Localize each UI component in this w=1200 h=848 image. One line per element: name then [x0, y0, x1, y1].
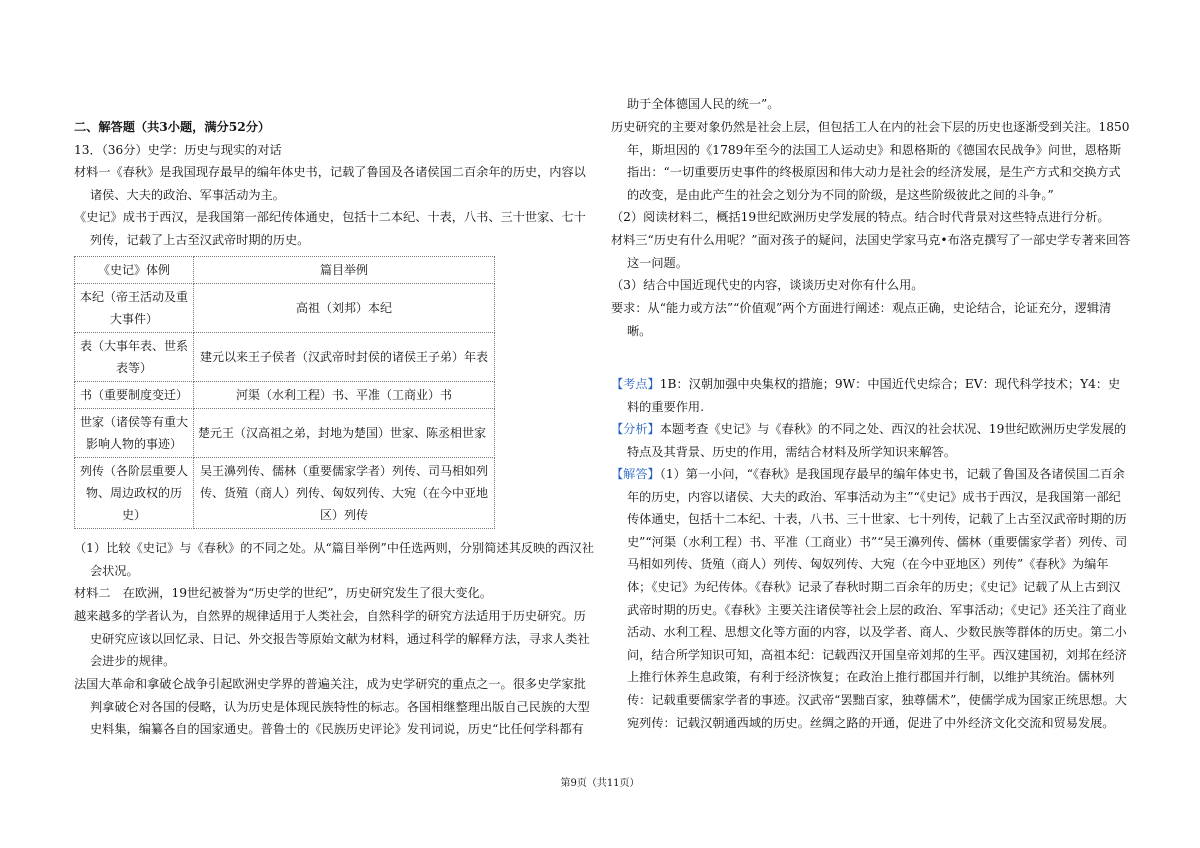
knowledge-points-label: 【考点】 — [611, 377, 660, 391]
table-cell: 高祖（刘邦）本纪 — [194, 284, 495, 333]
question-1: （1）比较《史记》与《春秋》的不同之处。从“篇目举例”中任选两则，分别简述其反映的西汉社会状况。 — [74, 541, 594, 578]
question-13-intro: 13．（36分）史学：历史与现实的对话 — [74, 143, 282, 157]
material-2-paragraph-1: 越来越多的学者认为，自然界的规律适用于人类社会，自然科学的研究方法适用于历史研究。历史研究应该以回忆录、日记、外交报告等原始文献为材料，通过科学的解释方法，寻求人类社会进步的规律。 — [74, 609, 590, 669]
table-cell: 书（重要制度变迁） — [75, 382, 194, 409]
material-2-intro: 材料二 在欧洲，19世纪被誉为“历史学的世纪”，历史研究发生了很大变化。 — [74, 586, 492, 600]
material-2-paragraph-3: 历史研究的主要对象仍然是社会上层，但包括工人在内的社会下层的历史也逐渐受到关注。1850年，斯坦因的《1789年至今的法国工人运动史》和恩格斯的《德国农民战争》问世，恩格斯指出：“一切重要历史事件的终极原因和伟大动力是社会的经济发展，是生产方式和交换方式的改变，是由此产生的社会之划分为不同的阶级，是这些阶级彼此之间的斗争。” — [611, 120, 1130, 202]
section-title: 二、解答题（共3小题，满分52分） — [74, 120, 271, 134]
analysis-text: 本题考查《史记》与《春秋》的不同之处、西汉的社会状况、19世纪欧洲历史学发展的特点及其背景、历史的作用，需结合材料及所学知识来解答。 — [627, 422, 1127, 459]
table-cell: 吴王濞列传、儒林（重要儒家学者）列传、司马相如列传、货殖（商人）列传、匈奴列传、大宛（在今中亚地区）列传 — [194, 458, 495, 529]
table-cell: 表（大事年表、世系表等） — [75, 333, 194, 382]
table-cell: 本纪（帝王活动及重大事件） — [75, 284, 194, 333]
analysis-label: 【分析】 — [611, 422, 660, 436]
table-row — [75, 409, 495, 458]
table-header-row — [75, 257, 495, 284]
table-cell: 世家（诸侯等有重大影响人物的事迹） — [75, 409, 194, 458]
question-3: （3）结合中国近现代史的内容，谈谈历史对你有什么用。 — [611, 278, 924, 292]
answer-requirements: 要求：从“能力或方法”“价值观”两个方面进行阐述：观点正确，史论结合，论证充分，逻辑清晰。 — [611, 301, 1112, 338]
material-3: 材料三“历史有什么用呢？”面对孩子的疑问，法国史学家马克•布洛克撰写了一部史学专著来回答这一问题。 — [611, 233, 1131, 270]
table-row — [75, 284, 495, 333]
table-cell: 河渠（水利工程）书、平准（工商业）书 — [194, 382, 495, 409]
question-2: （2）阅读材料二，概括19世纪欧洲历史学发展的特点。结合时代背景对这些特点进行分析。 — [611, 210, 1110, 224]
material-1-paragraph: 材料一《春秋》是我国现存最早的编年体史书，记载了鲁国及各诸侯国二百余年的历史，内容以诸侯、大夫的政治、军事活动为主。 — [74, 165, 586, 202]
table-cell: 楚元王（汉高祖之弟，封地为楚国）世家、陈丞相世家 — [194, 409, 495, 458]
table-cell: 建元以来王子侯者（汉武帝时封侯的诸侯王子弟）年表 — [194, 333, 495, 382]
table-row — [75, 458, 495, 529]
solution — [611, 463, 1131, 734]
table-header-cell: 篇目举例 — [194, 257, 495, 284]
table-row — [75, 382, 495, 409]
solution-label: 【解答】 — [611, 467, 660, 481]
table-row — [75, 333, 495, 382]
material-2-paragraph-2: 法国大革命和拿破仑战争引起欧洲史学界的普遍关注，成为史学研究的重点之一。很多史学家批判拿破仑对各国的侵略，认为历史是体现民族特性的标志。各国相继整理出版自己民族的大型史料集，编纂各自的国家通史。普鲁士的《民族历史评论》发刊词说，历史“比任何学科都有 — [74, 677, 590, 737]
table-header-cell: 《史记》体例 — [75, 257, 194, 284]
solution-text: （1）第一小问，“《春秋》是我国现存最早的编年体史书，记载了鲁国及各诸侯国二百余年的历史，内容以诸侯、大夫的政治、军事活动为主”“《史记》成书于西汉，是我国第一部纪传体通史，包括十二本纪、十表，八书、三十世家、七十列传，记载了上古至汉武帝时期的历史”“河渠（水利工程）书、平准（工商业）书”“吴王濞列传、儒林（重要儒家学者）列传、司马相如列传、货殖（商人）列传、匈奴列传、大宛（在今中亚地区）列传”《春秋》为编年体；《史记》为纪传体。《春秋》记录了春秋时期二百余年的历史；《史记》记载了从上古到汉武帝时期的历史。《春秋》主要关注诸侯等社会上层的政治、军事活动；《史记》还关注了商业活动、水利工程、思想文化等方面的内容，以及学者、商人、少数民族等群体的历史。第二小问，结合所学知识可知，高祖本纪：记载西汉开国皇帝刘邦的生平。西汉建国初，刘邦在经济上推行休养生息政策，有利于经济恢复；在政治上推行郡国并行制，以维护其统治。儒林列传：记载重要儒家学者的事迹。汉武帝“罢黜百家，独尊儒术”，使儒学成为国家正统思想。大宛列传：记载汉朝通西域的历史。丝绸之路的开通，促进了中外经济文化交流和贸易发展。 — [627, 467, 1128, 730]
material-1-shiji-paragraph: 《史记》成书于西汉，是我国第一部纪传体通史，包括十二本纪、十表，八书、三十世家、七十列传，记载了上古至汉武帝时期的历史。 — [74, 210, 586, 247]
page-footer: 第9页（共11页） — [560, 778, 640, 789]
knowledge-points-text: 1B：汉朝加强中央集权的措施；9W：中国近代史综合；EV：现代科学技术；Y4：史料的重要作用. — [627, 377, 1121, 414]
analysis — [611, 418, 1131, 463]
knowledge-points — [611, 373, 1131, 418]
shiji-table — [74, 256, 495, 529]
table-cell: 列传（各阶层重要人物、周边政权的历史） — [75, 458, 194, 529]
material-2-continuation: 助于全体德国人民的统一”。 — [627, 97, 780, 111]
